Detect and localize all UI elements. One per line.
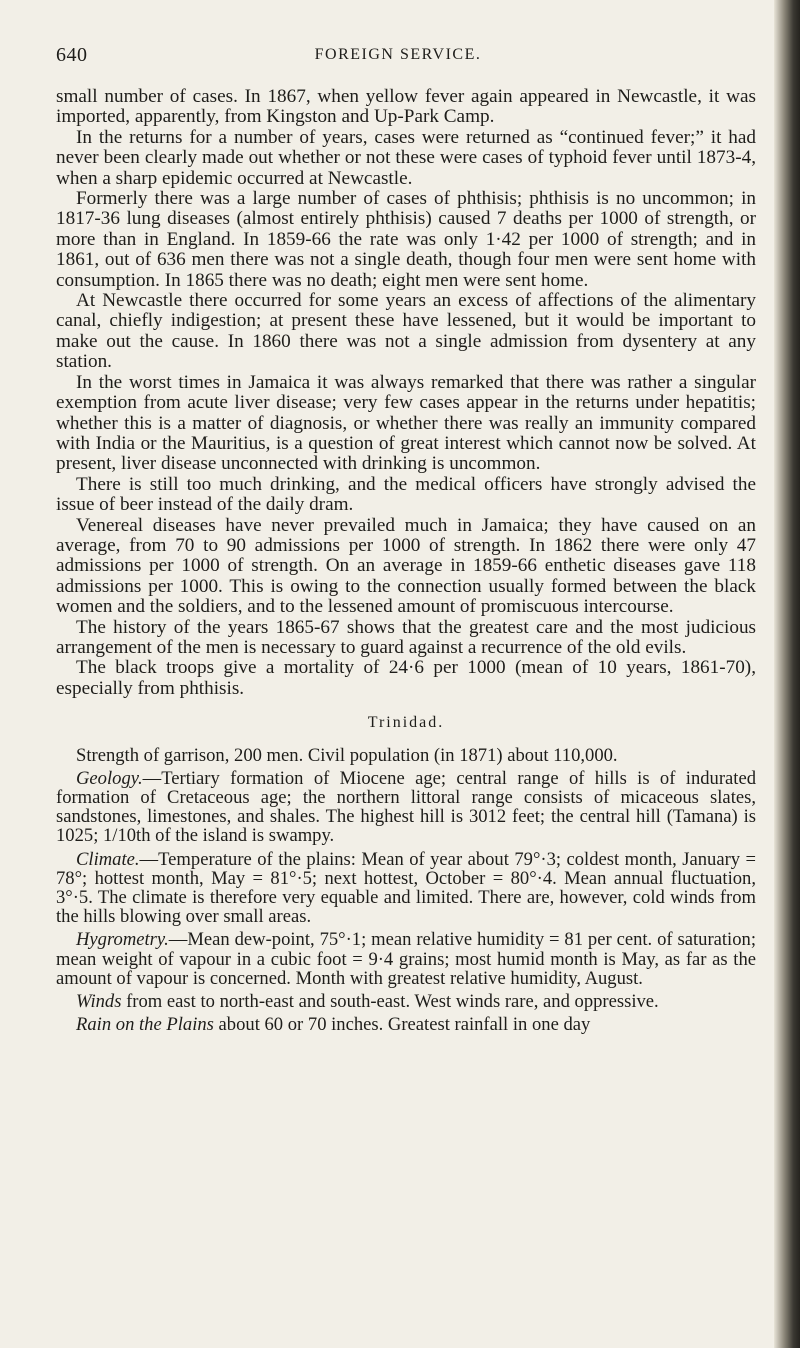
geology-label: Geology. — [76, 767, 143, 789]
paragraph: The history of the years 1865-67 shows that the greatest care and the most judicious arrangement of the men is necessary to guard against a recurrence of the old evils. — [56, 616, 756, 658]
paragraph: Venereal diseases have never prevailed much in Jamaica; they have caused on an average, from 70 to 90 admissions per 1000 of strength. In 1862 there were only 47 admissions per 1000 of strength. On an average in 1859-66 enthetic diseases gave 118 admissions per 1000. This is owing to the connection usually formed between the black women and the soldiers, and to the lessened amount of promiscuous intercourse. — [56, 514, 756, 618]
trinidad-section — [56, 746, 756, 1035]
rain-label: Rain on the Plains — [76, 1014, 214, 1036]
geology-text: —Tertiary formation of Miocene age; central range of hills is of indurated formation of Cretaceous age; the northern littoral range consists of micaceous slates, sandstones, limestones, and shales. The highest hill is 3012 feet; the central hill (Tamana) is 1025; 1/10th of the island is swampy. — [56, 767, 756, 847]
winds-text: from east to north-east and south-east. West winds rare, and oppressive. — [121, 991, 659, 1013]
hygrometry-paragraph — [56, 930, 756, 988]
paragraph: Formerly there was a large number of cases of phthisis; phthisis is no uncommon; in 1817-36 lung diseases (almost entirely phthisis) caused 7 deaths per 1000 of strength, or more than in England. In 1859-66 the rate was only 1·42 per 1000 of strength; and in 1861, out of 636 men there was not a single death, though four men were sent home with consumption. In 1865 there was no death; eight men were sent home. — [56, 188, 756, 291]
winds-paragraph — [56, 992, 756, 1011]
climate-paragraph — [56, 850, 756, 927]
winds-label: Winds — [76, 991, 122, 1013]
hygrometry-label: Hygrometry. — [76, 929, 169, 951]
climate-text: —Temperature of the plains: Mean of year about 79°·3; coldest month, January = 78°; hottest month, May = 81°·5; next hottest, October = 80°·4. Mean annual fluctuation, 3°·5. The climate is therefore very equable and limited. There are, however, cold winds from the hills blowing over small areas. — [56, 848, 756, 928]
paragraph: In the worst times in Jamaica it was always remarked that there was rather a singular exemption from acute liver disease; very few cases appear in the returns under hepatitis; whether this is a matter of diagnosis, or whether there was really an immunity compared with India or the Mauritius, is a question of great interest which cannot now be solved. At present, liver disease unconnected with drinking is uncommon. — [56, 371, 756, 475]
page-header — [56, 44, 740, 78]
running-head: FOREIGN SERVICE. — [314, 46, 482, 63]
binding-edge — [774, 0, 800, 1348]
paragraph: The black troops give a mortality of 24·6 per 1000 (mean of 10 years, 1861-70), especially from phthisis. — [56, 657, 756, 699]
garrison-paragraph: Strength of garrison, 200 men. Civil population (in 1871) about 110,000. — [76, 744, 618, 766]
paragraph: At Newcastle there occurred for some years an excess of affections of the alimentary canal, chiefly indigestion; at present these have lessened, but it would be important to make out the cause. In 1860 there was not a single admission from dysentery at any station. — [56, 290, 756, 373]
climate-label: Climate. — [76, 848, 140, 870]
section-heading: Trinidad. — [367, 714, 445, 732]
page-number: 640 — [56, 44, 88, 66]
paragraph: small number of cases. In 1867, when yellow fever again appeared in Newcastle, it was imported, apparently, from Kingston and Up-Park Camp. — [56, 86, 756, 128]
paragraph: In the returns for a number of years, cases were returned as “continued fever;” it had never been clearly made out whether or not these were cases of typhoid fever until 1873-4, when a sharp epidemic occurred at Newcastle. — [56, 126, 756, 189]
geology-paragraph — [56, 769, 756, 846]
rain-paragraph — [56, 1015, 756, 1034]
paragraph: There is still too much drinking, and the medical officers have strongly advised the issue of beer instead of the daily dram. — [56, 473, 756, 516]
hygrometry-text: —Mean dew-point, 75°·1; mean relative humidity = 81 per cent. of saturation; mean weight of vapour in a cubic foot = 9·4 grains; most humid month is May, as far as the amount of vapour is concerned. Month with greatest relative humidity, August. — [56, 929, 756, 989]
rain-text: about 60 or 70 inches. Greatest rainfall in one day — [213, 1014, 591, 1036]
body-text — [56, 87, 756, 1034]
